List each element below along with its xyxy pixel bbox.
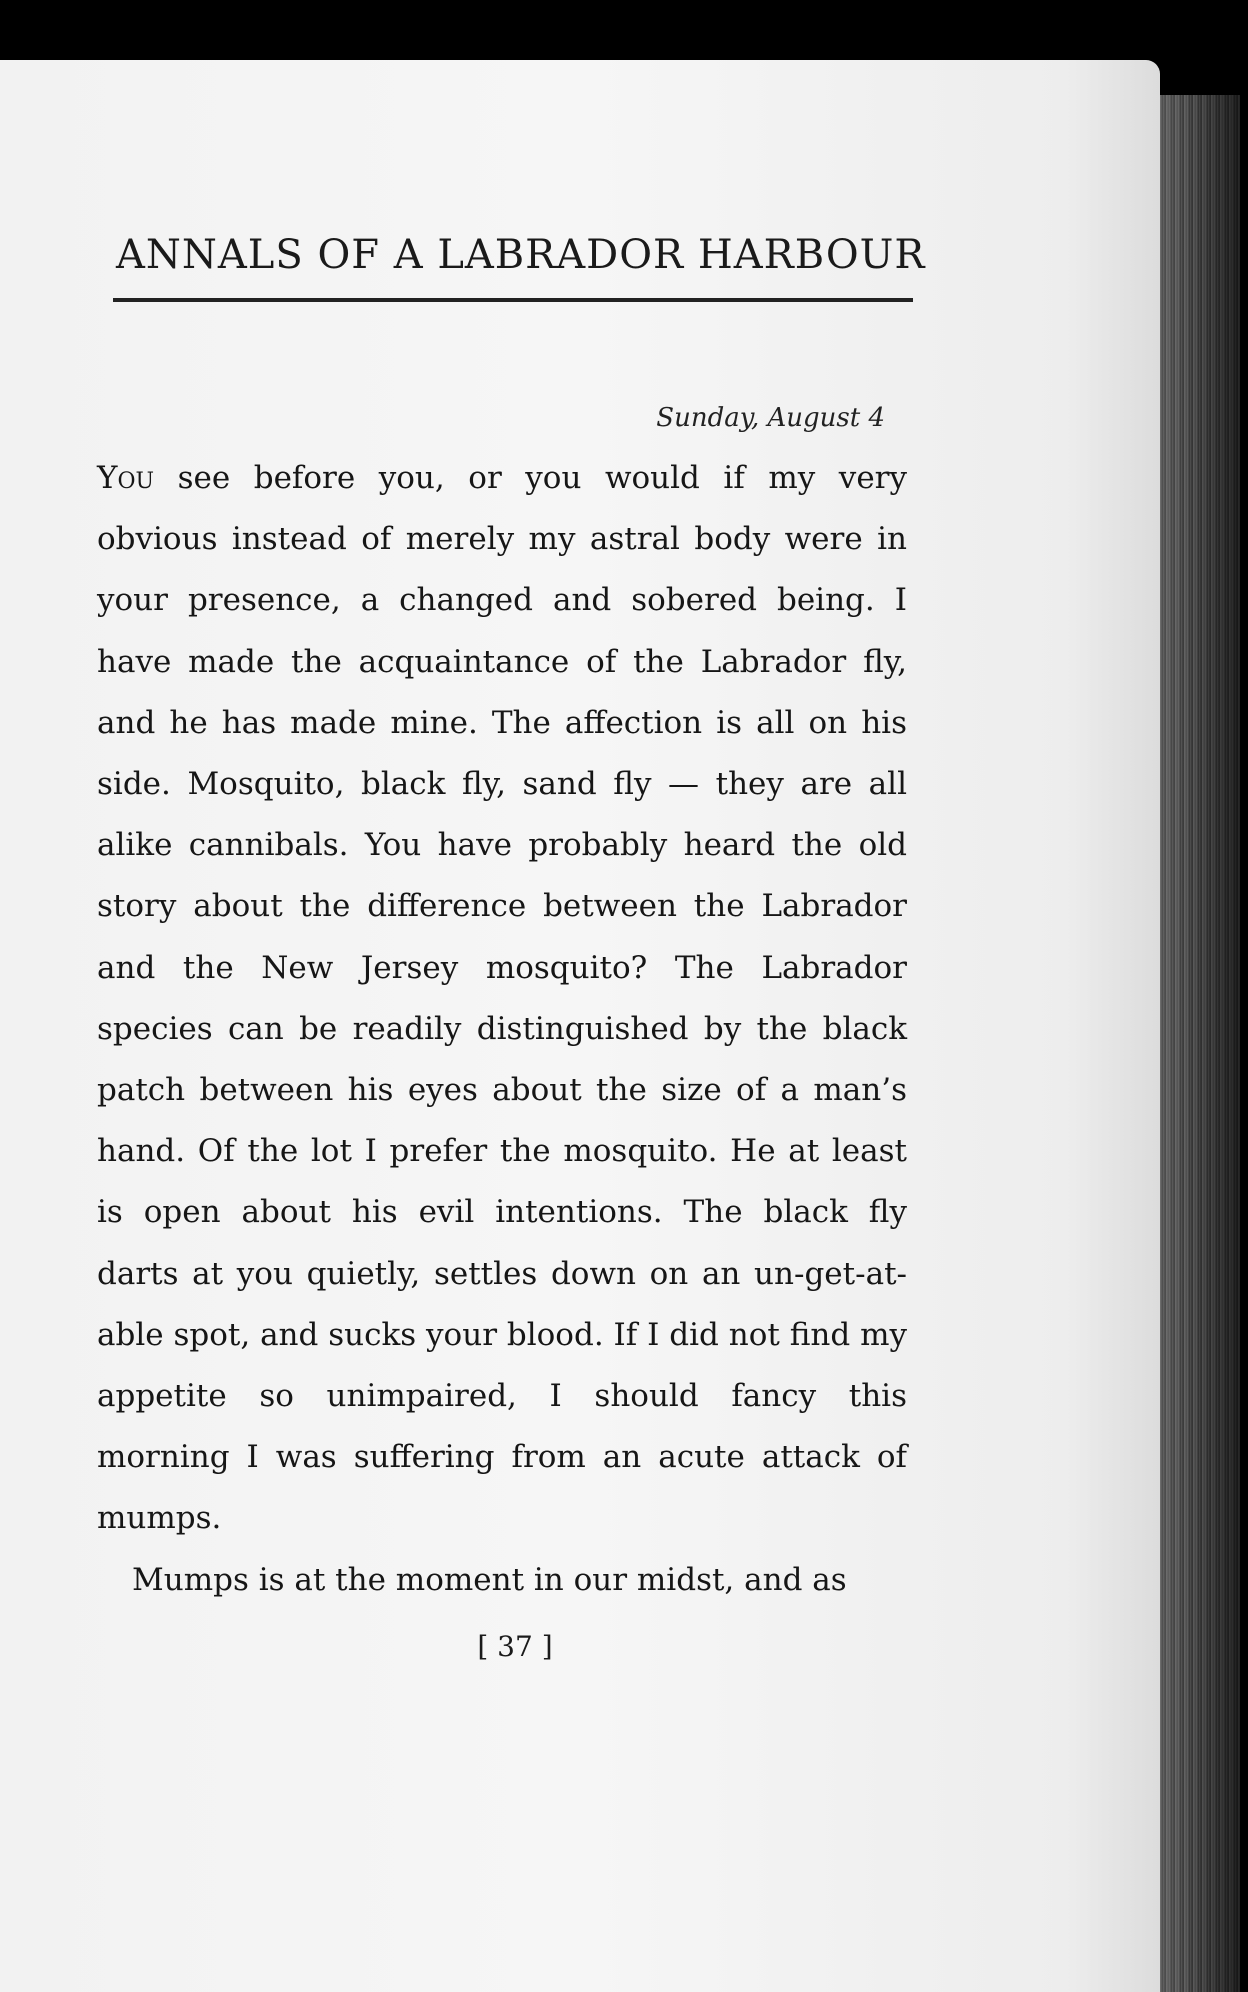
paragraph-2 (97, 1550, 907, 1611)
paragraph-2-text: Mumps is at the moment in our midst, and as (132, 1561, 847, 1598)
paragraph-1-text: see before you, or you would if my very obvious instead of merely my astral body were in your presence, a changed and sobered being. I have made the acquaintance of the Labrador fly, and he has made mine. The affection is all on his side. Mosquito, black fly, sand fly — they are all alike cannibals. You have probably heard the old story about the difference between the Labrador and the New Jersey mosquito? The Labrador species can be readily distinguished by the black patch between his eyes about the size of a man’s hand. Of the lot I prefer the mosquito. He at least is open about his evil intentions. The black fly darts at you quietly, settles down on an un-get-at-able spot, and sucks your blood. If I did not find my appetite so unimpaired, I should fancy this morning I was suffering from an acute attack of mumps. (97, 460, 907, 1537)
page-edges (1150, 95, 1240, 1992)
header-rule (113, 298, 913, 302)
body-text (97, 448, 907, 1611)
dateline: Sunday, August 4 (656, 403, 885, 433)
paragraph-1 (97, 448, 907, 1550)
running-head: ANNALS OF A LABRADOR HARBOUR (116, 232, 926, 278)
paragraph-lead-word: You (97, 460, 155, 496)
page-number: [ 37 ] (477, 1630, 553, 1663)
